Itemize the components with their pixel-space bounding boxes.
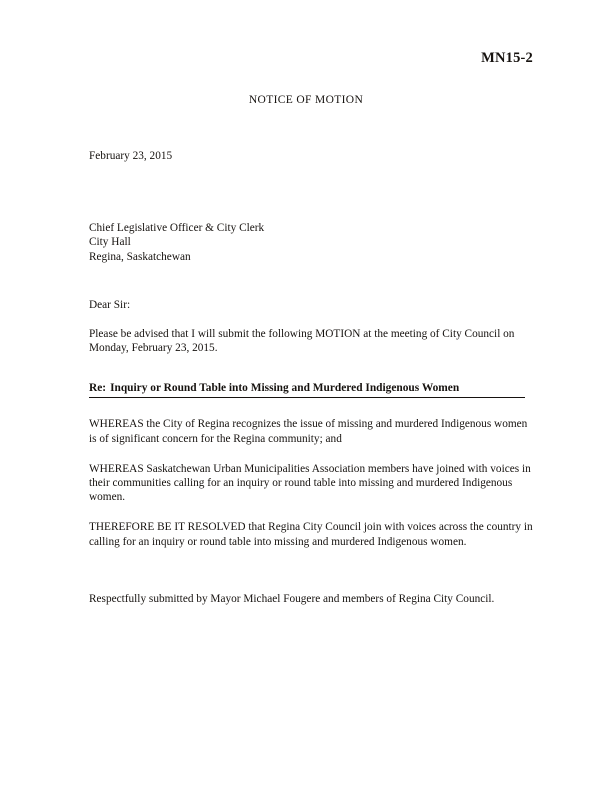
whereas-clause-1: WHEREAS the City of Regina recognizes the issue of missing and murdered Indigenous women is of significant concern for the Regina community; and xyxy=(89,418,528,445)
document-body xyxy=(89,149,533,606)
document-reference-number: MN15-2 xyxy=(481,50,533,66)
resolved-clause: THEREFORE BE IT RESOLVED that Regina City Council join with voices across the country in calling for an inquiry or round table into missing and murdered Indigenous women. xyxy=(89,521,533,548)
recipient-line-1: Chief Legislative Officer & City Clerk xyxy=(89,222,265,235)
date-line: February 23, 2015 xyxy=(89,150,173,162)
whereas-clause-2: WHEREAS Saskatchewan Urban Municipalities Association members have joined with voices in their communities calling for an inquiry or round table into missing and murdered Indigenous women. xyxy=(89,462,531,504)
subject-heading-rule xyxy=(89,381,525,398)
recipient-address-block xyxy=(89,163,533,264)
subject-label: Re: xyxy=(89,382,107,395)
subject-text: Inquiry or Round Table into Missing and Murdered Indigenous Women xyxy=(110,382,460,395)
subject-heading xyxy=(89,355,533,398)
introduction-paragraph: Please be advised that I will submit the following MOTION at the meeting of City Council on Monday, February 23, 2015. xyxy=(89,328,515,355)
recipient-line-2: City Hall xyxy=(89,236,131,249)
salutation: Dear Sir: xyxy=(89,298,131,311)
closing-statement: Respectfully submitted by Mayor Michael Fougere and members of Regina City Council. xyxy=(89,592,495,605)
document-title: NOTICE OF MOTION xyxy=(248,94,364,106)
recipient-line-3: Regina, Saskatchewan xyxy=(89,250,191,263)
